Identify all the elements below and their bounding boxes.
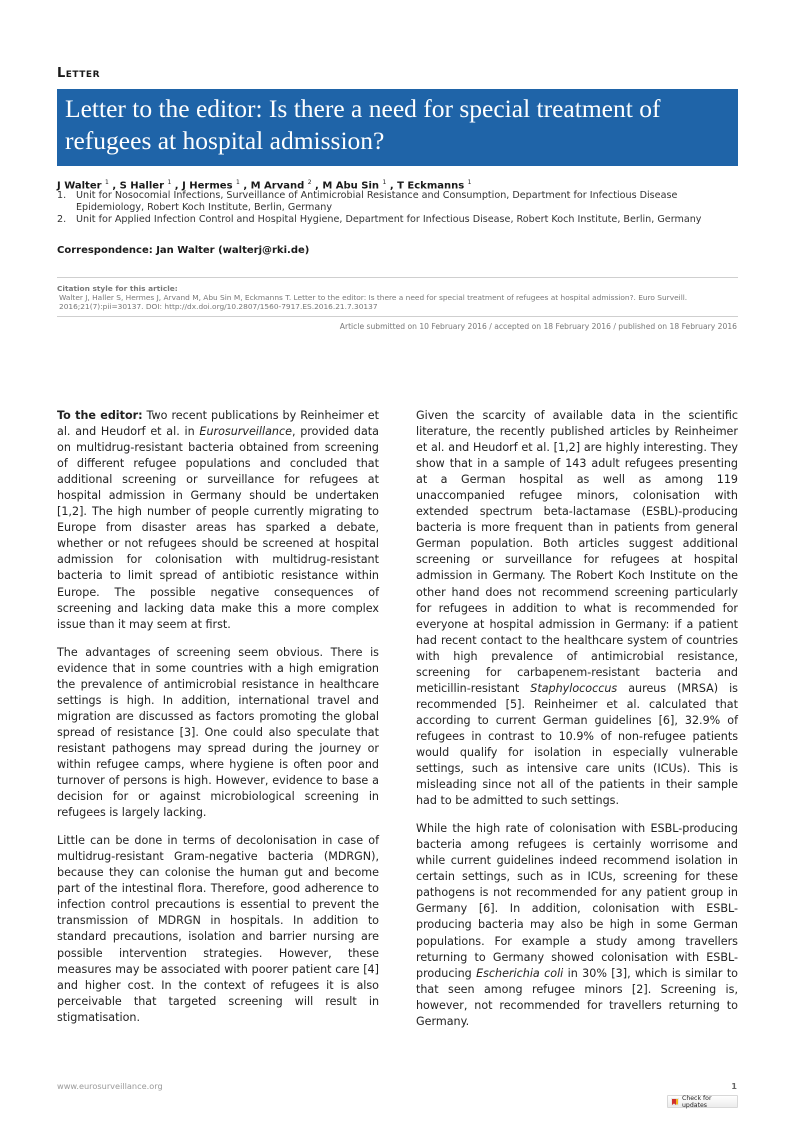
check-for-updates-button[interactable] bbox=[667, 1095, 738, 1108]
title-banner bbox=[57, 89, 738, 166]
author-affiliation-mark: 2 bbox=[307, 179, 312, 186]
species-name: Escherichia coli bbox=[476, 966, 564, 980]
author-affiliation-mark: 1 bbox=[382, 179, 387, 186]
author: J Walter bbox=[57, 180, 102, 192]
author: J Hermes bbox=[182, 180, 233, 192]
author: T Eckmanns bbox=[397, 180, 465, 192]
author-affiliation-mark: 1 bbox=[167, 179, 172, 186]
divider-top bbox=[57, 277, 738, 278]
paragraph-text: Given the scarcity of available data in the scientific literature, the recently published articles by Reinheimer et al. and Heudorf et al. [1,2] are highly interesting. They show that in a sample of 143 adult refugees presenting at a German hospital as well as among 119 unaccompanied refugee minors, colonisation with extended spectrum beta-lactamase (ESBL)-producing bacteria is more frequent than in patients from general German population. Both articles suggest additional screening or surveillance for refugees at hospital admission in Germany. The Robert Koch Institute on the other hand does not recommend screening particularly for refugees in addition to what is recommended for everyone at hospital admission in Germany: if a patient had recent contact to the healthcare system of countries with high prevalence of antimicrobial resistance, screening for carbapenem-resistant bacteria and meticillin-resistant bbox=[416, 409, 738, 695]
paragraph-text: , provided data on multidrug-resistant bacteria obtained from screening of different refugee populations and concluded that additional screening or surveillance for refugees at hospital admission in Germany should be undertaken [1,2]. The high number of people currently migrating to Europe from disaster areas has sparked a debate, whether or not refugees should be screened at hospital admission for colonisation with multidrug-resistant bacteria to limit spread of antibiotic resistance within Europe. The possible negative consequences of screening and lacking data make this a more complex issue than it may seem at first. bbox=[57, 425, 379, 631]
author-affiliation-mark: 1 bbox=[105, 179, 109, 186]
body-paragraph bbox=[416, 821, 738, 1030]
author-affiliation-mark: 1 bbox=[236, 179, 240, 186]
author: M Abu Sin bbox=[322, 180, 380, 192]
citation-heading: Citation style for this article: bbox=[57, 284, 178, 293]
bookmark-icon bbox=[671, 1098, 679, 1106]
affiliation-number: 2. bbox=[57, 214, 67, 225]
check-for-updates-label: Check for updates bbox=[682, 1094, 712, 1109]
affiliation-item bbox=[57, 214, 747, 226]
author: S Haller bbox=[119, 180, 164, 192]
page-number: 1 bbox=[731, 1082, 737, 1091]
author-affiliation-mark: 1 bbox=[467, 179, 472, 186]
article-title: Letter to the editor: Is there a need for special treatment of refugees at hospital admission? bbox=[65, 94, 661, 155]
body-paragraph: The advantages of screening seem obvious. There is evidence that in some countries with a high emigration the prevalence of antimicrobial resistance in healthcare settings is high. In addition, international travel and migration are discussed as factors promoting the global spread of resistance [3]. One could also speculate that resistant pathogens may spread during the journey or within refugee camps, where hygiene is often poor and turnover of persons is high. However, evidence to base a decision for or against microbiological screening in refugees is largely lacking. bbox=[57, 645, 379, 820]
citation-text: Walter J, Haller S, Hermes J, Arvand M, Abu Sin M, Eckmanns T. Letter to the editor: Is there a need for special treatment of refugees at hospital admission?. Euro Surveill. 2016;21(7):pii=30137. DOI: http://dx.doi.org/10.2807/1560-7917.ES.2016.21.7.30137 bbox=[59, 293, 688, 312]
body-paragraph bbox=[57, 408, 379, 633]
paragraph-text: in 30% [3], which is similar to that seen among refugee minors [2]. Screening is, however, not recommended for travellers returning to Germany. bbox=[416, 966, 739, 1028]
paragraph-text: aureus (MRSA) is recommended [5]. Reinheimer et al. calculated that according to current German guidelines [6], 32.9% of refugees in contrast to 10.9% of non-refugee patients would qualify for isolation in especially vulnerable settings, such as intensive care units (ICUs). This is misleading since not all of the patients in their sample had to be admitted to such settings. bbox=[416, 681, 738, 808]
affiliation-item bbox=[57, 190, 747, 213]
correspondence: Correspondence: Jan Walter (walterj@rki.de) bbox=[57, 245, 310, 256]
body-column-right bbox=[416, 408, 738, 1042]
body-column-left bbox=[57, 408, 379, 1038]
affiliation-list bbox=[57, 190, 747, 227]
paragraph-text: While the high rate of colonisation with ESBL-producing bacteria among refugees is certainly worrisome and while current guidelines indeed recommend isolation in certain settings, such as in ICUs, screening for these pathogens is not recommended for any patient group in Germany [6]. In addition, colonisation with ESBL-producing bacteria may also be high in some German populations. For example a study among travellers returning to Germany showed colonisation with ESBL-producing bbox=[416, 822, 738, 980]
body-paragraph: Little can be done in terms of decolonisation in case of multidrug-resistant Gram-negative bacteria (MDRGN), because they can colonise the human gut and become part of the intestinal flora. Therefore, good adherence to infection control precautions is essential to prevent the transmission of MDRGN in hospitals. In addition to standard precautions, isolation and barrier nursing are possible intervention strategies. However, these measures may be associated with poorer patient care [4] and higher cost. In the context of refugees it is also perceivable that targeted screening will result in stigmatisation. bbox=[57, 834, 379, 1024]
body-paragraph bbox=[416, 408, 738, 809]
affiliation-text: Unit for Nosocomial Infections, Surveillance of Antimicrobial Resistance and Consumption, Department for Infectious Disease Epidemiology, Robert Koch Institute, Berlin, Germany bbox=[76, 190, 678, 213]
citation-block bbox=[57, 284, 738, 312]
footer-url[interactable]: www.eurosurveillance.org bbox=[57, 1081, 163, 1091]
section-label: Letter bbox=[57, 66, 100, 81]
species-name: Staphylococcus bbox=[530, 681, 618, 695]
divider-bottom bbox=[57, 316, 738, 317]
affiliation-text: Unit for Applied Infection Control and Hospital Hygiene, Department for Infectious Disease, Robert Koch Institute, Berlin, Germany bbox=[76, 214, 702, 225]
paragraph-lead: To the editor: bbox=[57, 409, 143, 422]
submission-dates: Article submitted on 10 February 2016 / accepted on 18 February 2016 / published on 18 February 2016 bbox=[339, 322, 737, 331]
affiliation-number: 1. bbox=[57, 190, 67, 201]
journal-name: Eurosurveillance bbox=[199, 425, 292, 439]
author-list: J Walter $^1$ , S Haller $^1$ , J Hermes $^1$ , M Arvand $^2$ , M Abu Sin $^1$ , T Eckmanns $^1$ bbox=[57, 179, 472, 192]
author: M Arvand bbox=[250, 180, 305, 192]
paragraph-text: Two recent publications by Reinheimer et al. and Heudorf et al. in bbox=[57, 409, 379, 439]
